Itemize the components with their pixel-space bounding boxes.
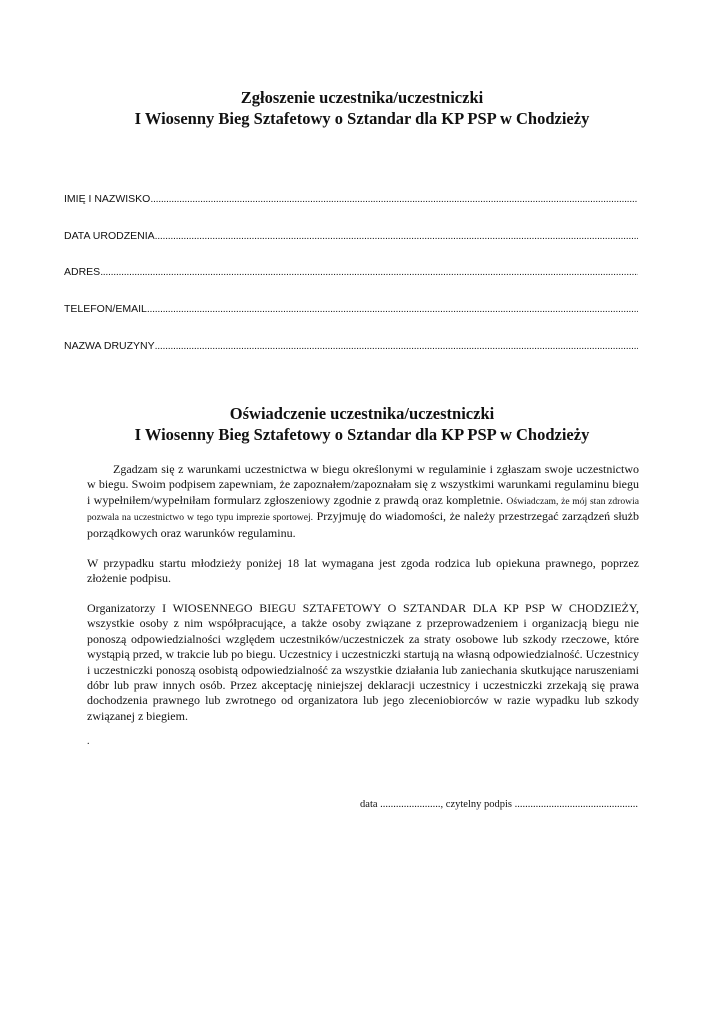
declaration-title (0, 403, 724, 445)
field-address[interactable] (64, 265, 638, 279)
field-name-dotted-line (150, 192, 638, 206)
minor-consent-paragraph: W przypadku startu młodzieży poniżej 18 lat wymagana jest zgoda rodzica lub opiekuna prawnego, poprzez złożenie podpisu. (87, 556, 639, 586)
field-name-label: IMIĘ I NAZWISKO (64, 193, 151, 205)
signature-label: czytelny podpis (445, 799, 512, 810)
consent-paragraph (87, 462, 639, 541)
registration-title-line2: I Wiosenny Bieg Sztafetowy o Sztandar dla KP PSP w Chodzieży (134, 109, 590, 128)
declaration-title-line1: Oświadczenie uczestnika/uczestniczki (229, 404, 495, 423)
field-team-name-dotted-line (155, 339, 638, 353)
field-phone-email-label: TELEFON/EMAIL (64, 303, 147, 315)
consent-paragraph-health: Oświadczam, że mój stan zdrowia pozwala na uczestnictwo w tego typu imprezie sportowej. (87, 495, 640, 524)
date-label: data (360, 799, 378, 810)
field-name[interactable] (64, 192, 638, 206)
field-address-dotted-line (100, 265, 638, 279)
stray-mark: . (87, 736, 90, 747)
field-team-name[interactable] (64, 339, 638, 353)
date-dotted-line[interactable]: ....................... (380, 799, 441, 810)
field-phone-email-dotted-line (147, 302, 638, 316)
field-birth-date-label: DATA URODZENIA (64, 230, 155, 242)
consent-paragraph-end: Przyjmuję do wiadomości, że należy przestrzegać zarządzeń służb porządkowych oraz warunków regulaminu. (87, 509, 640, 540)
field-address-label: ADRES (64, 266, 101, 278)
consent-paragraph-main: Zgadzam się z warunkami uczestnictwa w biegu określonymi w regulaminie i zgłaszam swoje uczestnictwo w biegu. Swoim podpisem zapewniam, że zapoznałem/zapoznałam się z wszystkimi warunkami regulaminu biegu i wypełniłem/wypełniłam formularz zgłoszeniowy zgodnie z prawdą oraz kompletnie. (87, 462, 639, 507)
registration-title (0, 87, 724, 129)
liability-paragraph: Organizatorzy I WIOSENNEGO BIEGU SZTAFETOWY O SZTANDAR DLA KP PSP W CHODZIEŻY, wszystkie osoby z nim współpracujące, a także osoby związane z przeprowadzeniem i organizacją biegu nie ponoszą odpowiedzialności względem uczestników/uczestniczek za straty osobowe lub szkody rzeczowe, które wystąpią przed, w trakcie lub po biegu. Uczestnicy i uczestniczki startują na własną odpowiedzialność. Uczestnicy i uczestniczki ponoszą osobistą odpowiedzialność za wszystkie działania lub zaniechania skutkujące naruszeniami dóbr lub praw innych osób. Przez akceptację niniejszej deklaracji uczestnicy i uczestniczki zrzekają się prawa dochodzenia prawnego lub zwrotnego od organizatora lub jego zleceniobiorców w razie wypadku lub szkody związanej z biegiem. (87, 601, 639, 723)
field-birth-date[interactable] (64, 229, 638, 243)
signature-separator: , (440, 799, 446, 810)
field-birth-date-dotted-line (155, 229, 638, 243)
signature-line[interactable] (0, 798, 638, 812)
registration-title-line1: Zgłoszenie uczestnika/uczestniczki (240, 88, 484, 107)
declaration-title-line2: I Wiosenny Bieg Sztafetowy o Sztandar dla KP PSP w Chodzieży (134, 425, 590, 444)
signature-dotted-line[interactable]: ............................................... (514, 799, 638, 810)
field-team-name-label: NAZWA DRUZYNY (64, 340, 155, 352)
field-phone-email[interactable] (64, 302, 638, 316)
